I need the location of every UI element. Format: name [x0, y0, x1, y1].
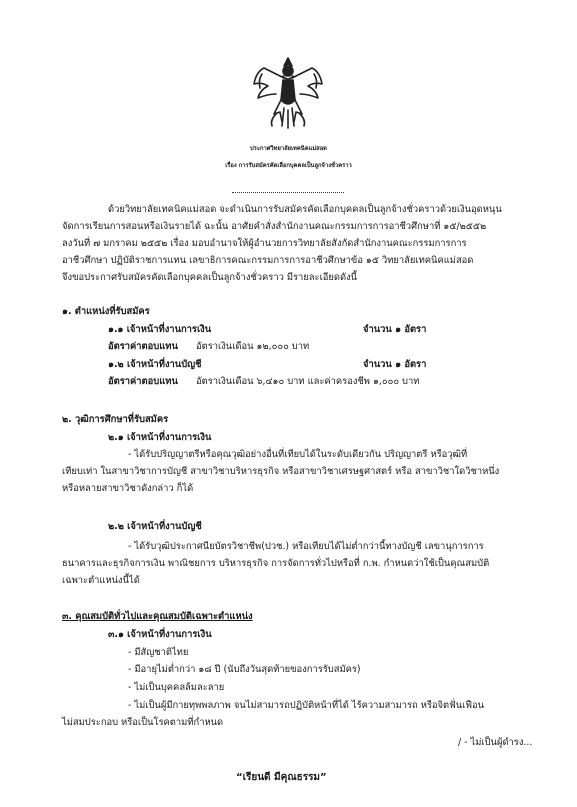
- section-2-1-heading: ๒.๑ เจ้าหน้าที่งานการเงิน: [108, 432, 212, 443]
- section-1-heading: ๑. ตำแหน่งที่รับสมัคร: [62, 306, 150, 317]
- qualification-item-4: - ไม่เป็นผู้มีกายทุพพลภาพ จนไม่สามารถปฏิบัติหน้าที่ได้ ไร้ความสามารถ หรือจิตฟั่นเฟือน: [128, 700, 485, 711]
- position-2-pay: อัตราเงินเดือน ๖,๔๑๐ บาท และค่าครองชีพ ๑,๐๐๐ บาท: [196, 376, 420, 387]
- qualification-item-1: - มีสัญชาติไทย: [128, 647, 189, 658]
- garuda-emblem-icon: [248, 52, 328, 132]
- org-title: ประกาศวิทยาลัยเทคนิคแม่สอด: [250, 146, 327, 152]
- intro-line-1: ด้วยวิทยาลัยเทคนิคแม่สอด จะดำเนินการรับสมัครคัดเลือกบุคคลเป็นลูกจ้างชั่วคราวด้วยเงินอุดหนุน: [108, 204, 502, 215]
- section-2-2-line-3: เฉพาะตำแหน่งนี้ได้: [62, 575, 140, 586]
- qualification-item-3: - ไม่เป็นบุคคลล้มละลาย: [128, 682, 225, 693]
- position-2-pay-label: อัตราค่าตอบแทน: [108, 376, 178, 387]
- position-1-count: จำนวน ๑ อัตรา: [363, 324, 427, 335]
- title-separator: [232, 192, 344, 193]
- position-2-name: ๑.๒ เจ้าหน้าที่งานบัญชี: [108, 359, 202, 370]
- motto: “เรียนดี มีคุณธรรม”: [236, 772, 327, 783]
- intro-line-3: ลงวันที่ ๗ มกราคม ๒๕๕๒ เรื่อง มอบอำนาจให้ผู้อำนวยการวิทยาลัยสังกัดสำนักงานคณะกรรมการการ: [62, 238, 467, 249]
- position-1-name: ๑.๑ เจ้าหน้าที่งานการเงิน: [108, 324, 212, 335]
- section-2-1-line-2: เทียบเท่า ในสาขาวิชาการบัญชี สาขาวิชาบริหารธุรกิจ หรือสาขาวิชาเศรษฐศาสตร์ หรือ สาขาวิชาใดวิชาหนึ่ง: [62, 466, 500, 477]
- section-3-heading: ๓. คุณสมบัติทั่วไปและคุณสมบัติเฉพาะตำแหน่ง: [62, 611, 253, 622]
- subject-title: เรื่อง การรับสมัครคัดเลือกบุคคลเป็นลูกจ้างชั่วคราว: [225, 163, 352, 169]
- position-1-pay: อัตราเงินเดือน ๑๒,๐๐๐ บาท: [196, 341, 310, 352]
- position-2-count: จำนวน ๑ อัตรา: [363, 359, 427, 370]
- section-2-2-heading: ๒.๒ เจ้าหน้าที่งานบัญชี: [108, 521, 202, 532]
- page-continuation: / - ไม่เป็นผู้ดำรง...: [458, 737, 533, 748]
- position-1-pay-label: อัตราค่าตอบแทน: [108, 341, 178, 352]
- section-2-1-line-1: - ได้รับปริญญาตรีหรือคุณวุฒิอย่างอื่นที่เทียบได้ในระดับเดียวกัน ปริญญาตรี หรือวุฒิที่: [128, 449, 468, 460]
- section-2-1-line-3: หรือหลายสาขาวิชาดังกล่าว ก็ได้: [62, 483, 194, 494]
- section-2-2-line-2: ธนาคารและธุรกิจการเงิน พาณิชยการ บริหารธุรกิจ การจัดการทั่วไปหรือที่ ก.พ. กำหนดว่าใช้เป็นคุณสมบัติ: [62, 558, 490, 569]
- intro-line-4: อาชีวศึกษา ปฏิบัติราชการแทน เลขาธิการคณะกรรมการการอาชีวศึกษาข้อ ๑๕ วิทยาลัยเทคนิคแม่สอด: [62, 255, 474, 266]
- intro-line-5: จึงขอประกาศรับสมัครคัดเลือกบุคคลเป็นลูกจ้างชั่วคราว มีรายละเอียดดังนี้: [62, 272, 358, 283]
- qualification-item-2: - มีอายุไม่ต่ำกว่า ๑๘ ปี (นับถึงวันสุดท้ายของการรับสมัคร): [128, 664, 361, 675]
- qualification-item-4-continued: ไม่สมประกอบ หรือเป็นโรคตามที่กำหนด: [62, 717, 224, 728]
- section-3-1-heading: ๓.๑ เจ้าหน้าที่งานการเงิน: [108, 629, 212, 640]
- intro-line-2: จัดการเรียนการสอนหรือเงินรายได้ ฉะนั้น อาศัยคำสั่งสำนักงานคณะกรรมการการอาชีวศึกษาที่ ๑๕/๒๕๕๒: [62, 221, 487, 232]
- section-2-2-line-1: - ได้รับวุฒิประกาศนียบัตรวิชาชีพ(ปวช.) หรือเทียบได้ไม่ต่ำกว่านี้ทางบัญชี เลขานุการการ: [128, 541, 484, 552]
- section-2-heading: ๒. วุฒิการศึกษาที่รับสมัคร: [62, 414, 169, 425]
